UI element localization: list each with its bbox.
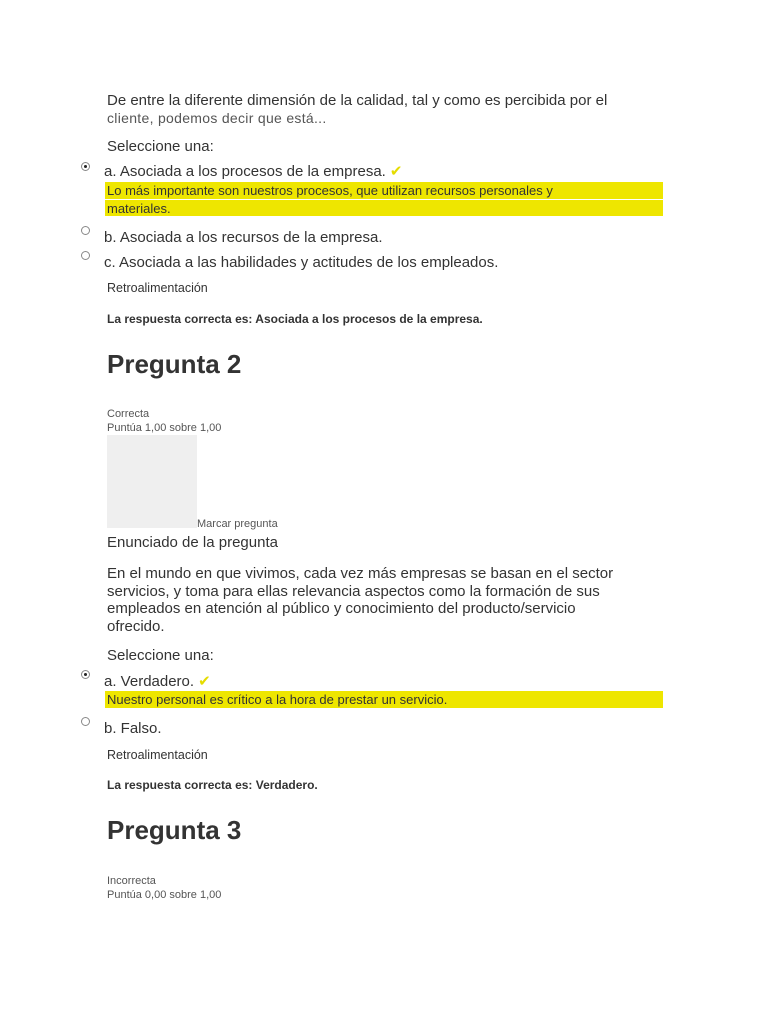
select-one-label: Seleccione una: <box>107 138 214 155</box>
q1-option-a-radio[interactable] <box>81 162 90 171</box>
q2-option-a[interactable] <box>104 672 211 690</box>
q1-option-feedback-line1 <box>105 182 663 199</box>
q1-option-c-radio[interactable] <box>81 251 90 260</box>
flag-image-placeholder[interactable] <box>107 435 197 528</box>
q1-option-feedback-line2 <box>105 200 663 216</box>
select-one-label: Seleccione una: <box>107 647 214 664</box>
question-2-heading: Pregunta 2 <box>107 349 242 379</box>
q1-correct-answer: La respuesta correcta es: Asociada a los procesos de la empresa. <box>107 312 483 326</box>
q2-option-a-label: a. Verdadero. <box>104 673 195 690</box>
q2-option-feedback <box>105 691 663 708</box>
q2-option-a-radio[interactable] <box>81 670 90 679</box>
q2-option-b[interactable]: b. Falso. <box>104 720 162 737</box>
q1-option-feedback-text1: Lo más importante son nuestros procesos, que utilizan recursos personales y <box>107 183 553 198</box>
checkmark-icon: ✔ <box>198 673 211 690</box>
question-2-text-line: empleados en atención al público y conocimiento del producto/servicio <box>107 600 576 617</box>
q1-feedback-label: Retroalimentación <box>107 281 208 295</box>
question-3-score: Puntúa 0,00 sobre 1,00 <box>107 889 222 901</box>
q2-option-b-radio[interactable] <box>81 717 90 726</box>
question-2-score: Puntúa 1,00 sobre 1,00 <box>107 422 222 434</box>
question-3-status: Incorrecta <box>107 875 156 887</box>
q2-feedback-label: Retroalimentación <box>107 748 208 762</box>
q2-option-feedback-text: Nuestro personal es crítico a la hora de prestar un servicio. <box>107 692 448 707</box>
q1-option-feedback-text2: materiales. <box>107 201 171 216</box>
q1-option-c[interactable]: c. Asociada a las habilidades y actitudes de los empleados. <box>104 254 499 271</box>
q1-option-b[interactable]: b. Asociada a los recursos de la empresa. <box>104 229 383 246</box>
q1-option-a[interactable] <box>104 162 402 180</box>
question-2-text-line: En el mundo en que vivimos, cada vez más empresas se basan en el sector <box>107 565 614 582</box>
question-2-statement-label: Enunciado de la pregunta <box>107 534 278 551</box>
question-2-status: Correcta <box>107 408 150 420</box>
question-1-text-line1: De entre la diferente dimensión de la calidad, tal y como es percibida por el <box>107 92 608 109</box>
question-1-text-line2: cliente, podemos decir que está... <box>107 110 327 126</box>
flag-question-link[interactable]: Marcar pregunta <box>197 518 278 530</box>
q1-option-a-label: a. Asociada a los procesos de la empresa. <box>104 163 386 180</box>
question-3-heading: Pregunta 3 <box>107 815 242 845</box>
question-2-text-line: ofrecido. <box>107 617 165 635</box>
q2-correct-answer: La respuesta correcta es: Verdadero. <box>107 778 318 792</box>
checkmark-icon: ✔ <box>389 163 403 180</box>
question-2-text-line: servicios, y toma para ellas relevancia aspectos como la formación de sus <box>107 582 600 600</box>
question-2-text <box>107 565 613 635</box>
q1-option-b-radio[interactable] <box>81 226 90 235</box>
